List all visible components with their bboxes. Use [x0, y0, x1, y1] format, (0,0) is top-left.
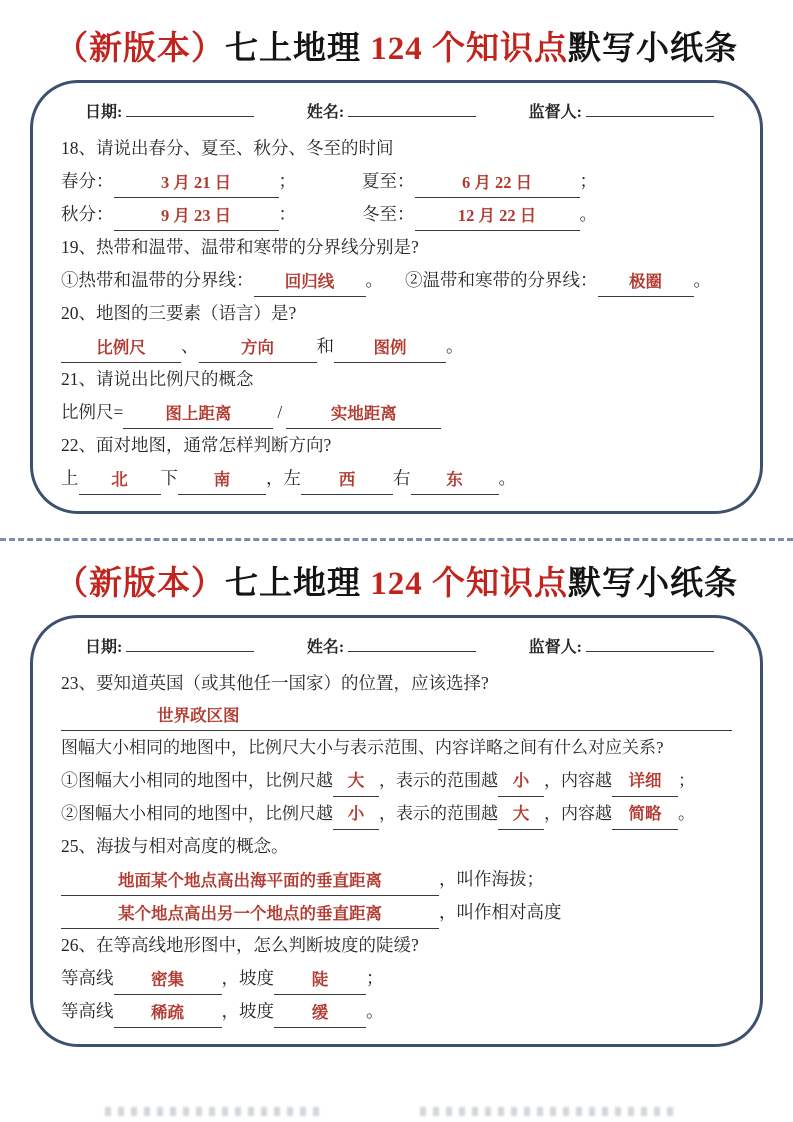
header-row — [61, 97, 732, 122]
answer-blank — [61, 898, 439, 929]
section-card-1 — [30, 80, 763, 514]
date-blank-line — [126, 635, 254, 652]
punctuation: 。 — [366, 1001, 384, 1021]
answer-row-26b — [61, 995, 732, 1028]
answer-blank — [274, 964, 366, 995]
punctuation: 。 — [365, 270, 383, 290]
fraction-slash: / — [277, 402, 283, 422]
answer-blank — [333, 799, 379, 830]
answer-text: 密集 — [151, 970, 184, 989]
answer-blank — [274, 997, 366, 1028]
blank-label: ②温带和寒带的分界线： — [405, 270, 598, 290]
title-segment-red: 124 个知识点 — [370, 566, 568, 602]
question-text-22: 22、面对地图，通常怎样判断方向? — [61, 435, 332, 455]
supervisor-blank-line — [586, 635, 714, 652]
answer-text: 某个地点高出另一个地点的垂直距离 — [118, 904, 382, 923]
punctuation: 。 — [446, 336, 464, 356]
answer-blank — [114, 964, 222, 995]
answer-blank — [612, 766, 678, 797]
answer-text: 3 月 21 日 — [160, 173, 232, 192]
answer-text: 极圈 — [629, 272, 662, 291]
date-blank-line — [126, 100, 254, 117]
blank-label: ①图幅大小相同的地图中，比例尺越 — [61, 771, 333, 790]
blank-label: 比例尺= — [61, 402, 124, 422]
answer-text: 回归线 — [284, 272, 335, 291]
answer-blank — [61, 332, 181, 363]
punctuation: ； — [366, 968, 384, 988]
answer-text: 地面某个地点高出海平面的垂直距离 — [118, 871, 382, 890]
answer-row-21 — [61, 396, 732, 429]
punctuation: 。 — [693, 270, 711, 290]
blank-label: ，内容越 — [544, 804, 612, 823]
page-title — [0, 561, 793, 607]
answer-text: 世界政区图 — [157, 706, 240, 725]
answer-row-24b — [61, 797, 732, 830]
answer-row-20 — [61, 330, 732, 363]
answer-blank — [123, 398, 273, 429]
answer-text: 大 — [347, 771, 365, 790]
supervisor-field — [529, 99, 714, 122]
ticket-2 — [0, 561, 793, 1047]
answer-blank — [114, 200, 279, 231]
blank-label: 下 — [160, 468, 178, 488]
blank-label: 春分： — [61, 171, 114, 191]
supervisor-label: 监督人: — [528, 639, 582, 656]
question-text-18: 18、请说出春分、夏至、秋分、冬至的时间 — [61, 138, 394, 158]
answer-blank — [114, 167, 279, 198]
answer-text: 6 月 22 日 — [461, 173, 533, 192]
title-segment-black: 默写小纸条 — [568, 566, 738, 602]
title-segment-red: （新版本） — [55, 31, 225, 67]
title-segment-red: （新版本） — [55, 566, 225, 602]
answer-blank-full — [61, 700, 732, 731]
answer-blank — [61, 865, 439, 896]
blank-label: 等高线 — [61, 968, 114, 988]
punctuation: 。 — [498, 468, 516, 488]
question-text-21: 21、请说出比例尺的概念 — [61, 369, 254, 389]
answer-blank — [498, 766, 544, 797]
blank-label: 秋分： — [61, 204, 114, 224]
page-cut-divider — [0, 538, 793, 541]
blank-label: ，左 — [266, 468, 301, 488]
punctuation: 。 — [678, 804, 695, 823]
blank-label: ，坡度 — [221, 968, 274, 988]
question-text-23: 23、要知道英国（或其他任一国家）的位置，应该选择? — [61, 673, 489, 693]
header-row — [61, 632, 732, 657]
answer-blank — [598, 266, 694, 297]
date-field — [85, 634, 254, 657]
answer-text: 缓 — [311, 1003, 329, 1022]
name-label: 姓名: — [306, 639, 345, 656]
punctuation: ； — [678, 771, 695, 790]
answer-text: 南 — [213, 470, 231, 489]
blank-label: ②图幅大小相同的地图中，比例尺越 — [61, 804, 333, 823]
date-label: 日期: — [85, 639, 123, 656]
name-blank-line — [348, 100, 476, 117]
question-text-19: 19、热带和温带、温带和寒带的分界线分别是? — [61, 237, 419, 257]
title-segment-black: 七上地理 — [225, 31, 371, 67]
answer-blank — [415, 167, 580, 198]
date-field — [85, 99, 254, 122]
answer-text: 比例尺 — [96, 338, 146, 357]
supervisor-field — [529, 634, 714, 657]
punctuation: ； — [579, 171, 597, 191]
title-segment-black: 默写小纸条 — [568, 31, 738, 67]
answer-row-25b — [61, 896, 732, 929]
answer-blank — [254, 266, 366, 297]
answer-text: 简略 — [628, 804, 662, 823]
answer-row-24a — [61, 764, 732, 797]
cutoff-print-artifact — [420, 1107, 680, 1116]
punctuation: ： — [278, 204, 296, 224]
answer-blank — [411, 464, 499, 495]
blank-label: 等高线 — [61, 1001, 114, 1021]
answer-row-22 — [61, 462, 732, 495]
punctuation: 、 — [181, 336, 199, 356]
date-label: 日期: — [85, 104, 123, 121]
answer-text: 详细 — [628, 771, 662, 790]
question-text-24: 图幅大小相同的地图中，比例尺大小与表示范围、内容详略之间有什么对应关系? — [61, 738, 664, 757]
punctuation: ； — [278, 171, 296, 191]
answer-text: 9 月 23 日 — [160, 206, 232, 225]
answer-text: 12 月 22 日 — [457, 206, 537, 225]
answer-blank — [498, 799, 544, 830]
title-segment-black: 七上地理 — [225, 566, 371, 602]
answer-text: 大 — [512, 804, 530, 823]
answer-blank — [415, 200, 580, 231]
supervisor-blank-line — [586, 100, 714, 117]
cutoff-print-artifact — [105, 1107, 325, 1116]
question-text-20: 20、地图的三要素（语言）是? — [61, 303, 297, 323]
name-field — [307, 99, 476, 122]
answer-row-25a — [61, 863, 732, 896]
answer-blank — [333, 766, 379, 797]
answer-blank — [114, 997, 222, 1028]
supervisor-label: 监督人: — [528, 104, 582, 121]
answer-blank — [79, 464, 161, 495]
blank-label: 上 — [61, 468, 79, 488]
blank-label: ①热带和温带的分界线： — [61, 270, 254, 290]
title-segment-red: 124 个知识点 — [370, 31, 568, 67]
blank-label: 右 — [393, 468, 411, 488]
answer-text: 稀疏 — [151, 1003, 184, 1022]
answer-text: 东 — [446, 470, 463, 489]
answer-row-19 — [61, 264, 732, 297]
answer-blank — [301, 464, 393, 495]
blank-label: ，表示的范围越 — [379, 804, 498, 823]
answer-text: 北 — [111, 470, 128, 489]
name-label: 姓名: — [306, 104, 345, 121]
name-field — [307, 634, 476, 657]
answer-text: 图例 — [373, 338, 407, 357]
ticket-1 — [0, 26, 793, 514]
blank-label: ，坡度 — [221, 1001, 274, 1021]
answer-row-26a — [61, 962, 732, 995]
answer-text: 实地距离 — [330, 404, 397, 423]
answer-text: 西 — [338, 470, 356, 489]
answer-row-18b — [61, 198, 732, 231]
answer-blank — [334, 332, 446, 363]
blank-label: ，叫作海拔； — [439, 869, 544, 889]
blank-label: 和 — [316, 336, 334, 356]
answer-blank — [286, 398, 441, 429]
answer-blank — [199, 332, 317, 363]
blank-label: 冬至： — [362, 204, 415, 224]
blank-label: ，内容越 — [544, 771, 612, 790]
answer-text: 方向 — [241, 338, 274, 357]
answer-blank — [178, 464, 266, 495]
answer-blank — [612, 799, 678, 830]
name-blank-line — [348, 635, 476, 652]
answer-text: 图上距离 — [165, 404, 232, 423]
blank-label: ，表示的范围越 — [379, 771, 498, 790]
blank-label: 夏至： — [362, 171, 415, 191]
question-text-26: 26、在等高线地形图中，怎么判断坡度的陡缓? — [61, 935, 419, 955]
question-text-25: 25、海拔与相对高度的概念。 — [61, 836, 289, 856]
punctuation: 。 — [579, 204, 597, 224]
page-title — [0, 26, 793, 72]
section-card-2 — [30, 615, 763, 1047]
answer-text: 小 — [512, 771, 530, 790]
answer-text: 小 — [347, 804, 365, 823]
blank-label: ，叫作相对高度 — [439, 902, 562, 922]
answer-row-18a — [61, 165, 732, 198]
answer-text: 陡 — [311, 970, 329, 989]
